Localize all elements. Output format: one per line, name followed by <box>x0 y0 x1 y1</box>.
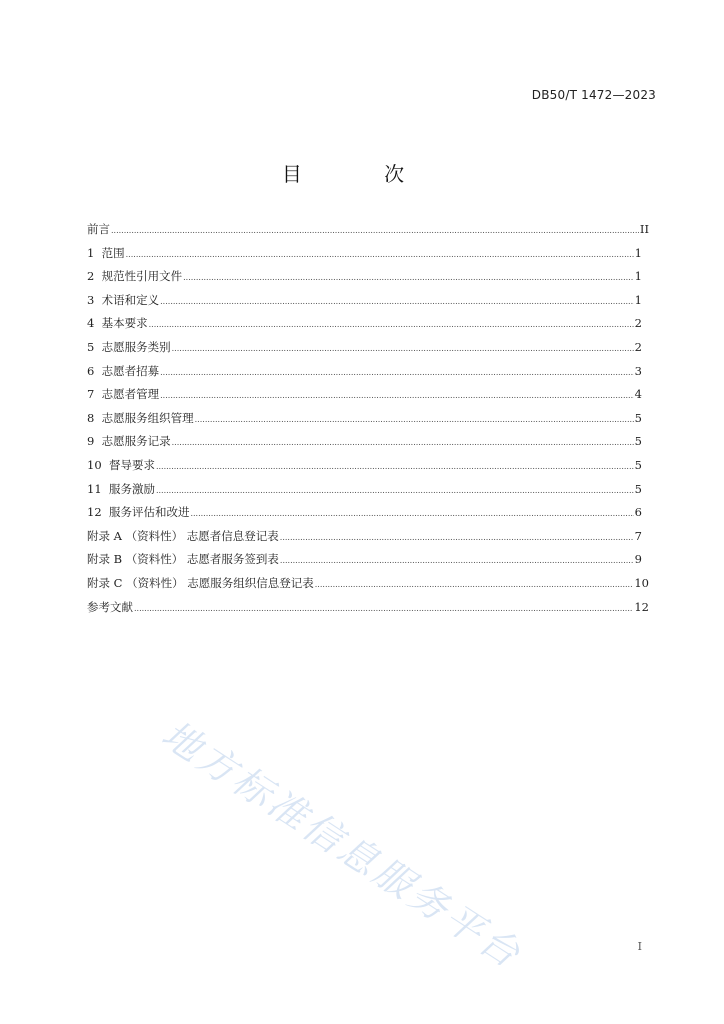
toc-entry-appendix-b[interactable]: 附录 B （资料性） 志愿者服务签到表 ..... 9 <box>87 548 642 572</box>
dot-leader <box>280 526 634 550</box>
dot-leader <box>160 384 634 408</box>
toc-entry-volunteer-recruitment[interactable]: 6 志愿者招募 ..... 3 <box>87 360 642 384</box>
table-of-contents <box>87 218 649 619</box>
toc-entry-basic-requirements[interactable]: 4 基本要求 ..... 2 <box>87 312 642 336</box>
dot-leader <box>160 290 634 314</box>
toc-entry-appendix-a[interactable]: 附录 A （资料性） 志愿者信息登记表 ..... 7 <box>87 525 642 549</box>
page-title: 目 次 <box>281 162 443 186</box>
dot-leader <box>126 243 634 267</box>
dot-leader <box>156 455 634 479</box>
dot-leader <box>134 597 633 621</box>
toc-entry-volunteer-management[interactable]: 7 志愿者管理 ..... 4 <box>87 383 642 407</box>
toc-entry-terms-definitions[interactable]: 3 术语和定义 ..... 1 <box>87 289 642 313</box>
dot-leader <box>280 549 634 573</box>
toc-entry-evaluation[interactable]: 12 服务评估和改进 ..... 6 <box>87 501 642 525</box>
dot-leader <box>172 431 634 455</box>
document-code: DB50/T 1472—2023 <box>531 88 656 102</box>
toc-entry-appendix-c[interactable]: 附录 C （资料性） 志愿服务组织信息登记表 ..... 10 <box>87 572 649 596</box>
dot-leader <box>195 408 634 432</box>
toc-entry-scope[interactable]: 1 范围 ..... 1 <box>87 242 642 266</box>
toc-entry-normative-references[interactable]: 2 规范性引用文件 ..... 1 <box>87 265 642 289</box>
dot-leader <box>160 361 634 385</box>
dot-leader <box>183 266 634 290</box>
watermark: 地方标准信息服务平台 <box>154 711 531 978</box>
toc-entry-service-records[interactable]: 9 志愿服务记录 ..... 5 <box>87 430 642 454</box>
toc-entry-foreword[interactable]: 前言 ..... II <box>87 218 649 242</box>
toc-entry-supervision[interactable]: 10 督导要求 ..... 5 <box>87 454 642 478</box>
toc-entry-service-categories[interactable]: 5 志愿服务类别 ..... 2 <box>87 336 642 360</box>
page-number: I <box>637 940 642 953</box>
dot-leader <box>156 479 634 503</box>
dot-leader <box>111 219 639 243</box>
toc-entry-incentives[interactable]: 11 服务激励 ..... 5 <box>87 478 642 502</box>
dot-leader <box>149 313 634 337</box>
dot-leader <box>190 502 633 526</box>
dot-leader <box>315 573 634 597</box>
dot-leader <box>172 337 634 361</box>
toc-entry-organization-management[interactable]: 8 志愿服务组织管理 ..... 5 <box>87 407 642 431</box>
toc-entry-bibliography[interactable]: 参考文献 ..... 12 <box>87 596 649 620</box>
